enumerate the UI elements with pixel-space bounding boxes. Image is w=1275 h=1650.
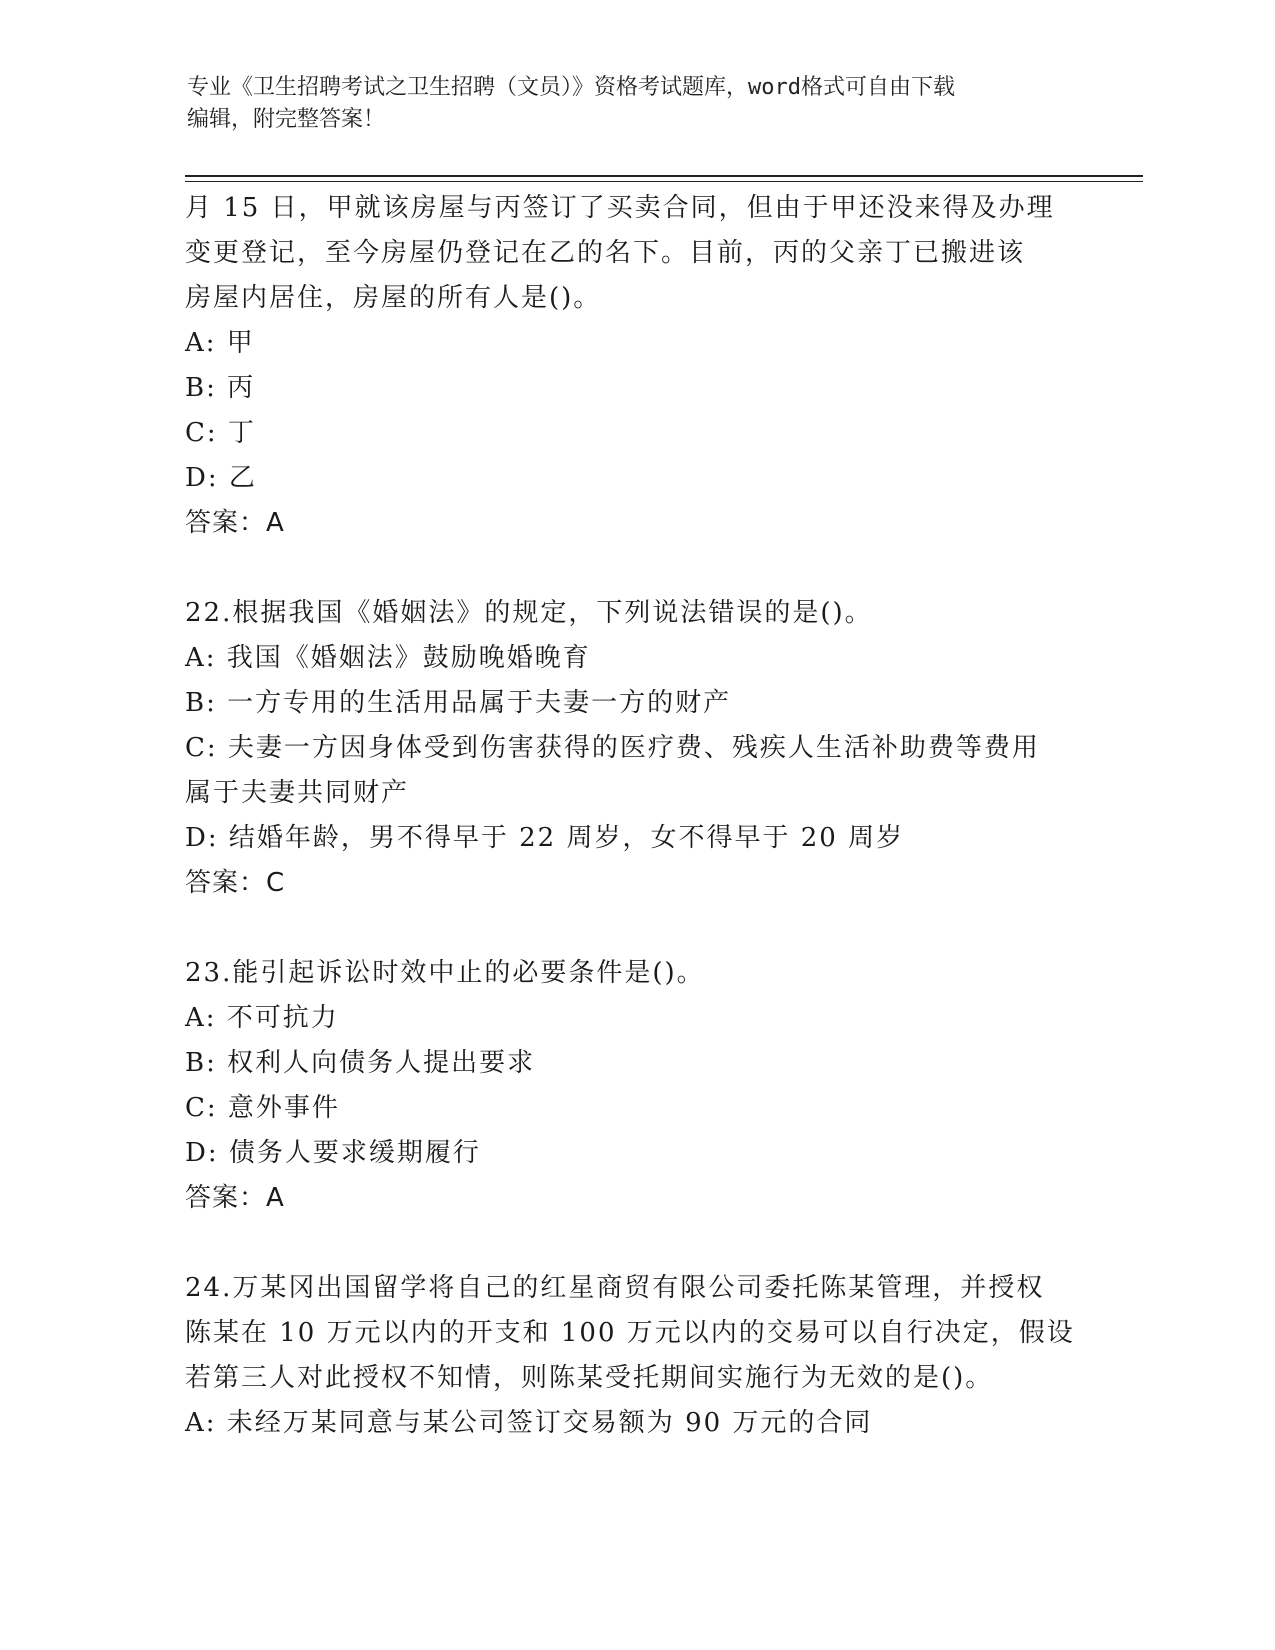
question-text-line: 24.万某冈出国留学将自己的红星商贸有限公司委托陈某管理，并授权 — [185, 1273, 1045, 1303]
spacer — [185, 546, 1085, 591]
option-a: A: 未经万某同意与某公司签订交易额为 90 万元的合同 — [185, 1408, 873, 1438]
option-c: C: 夫妻一方因身体受到伤害获得的医疗费、残疾人生活补助费等费用 — [185, 733, 1040, 763]
option-d: D: 乙 — [185, 463, 257, 493]
option-b: B: 丙 — [185, 373, 256, 403]
option-c-continued: 属于夫妻共同财产 — [185, 778, 410, 808]
answer-label: 答案：A — [185, 508, 285, 538]
question-content — [185, 186, 1085, 1446]
header-rule-thick — [185, 175, 1143, 177]
question-text-line: 月 15 日，甲就该房屋与丙签订了买卖合同，但由于甲还没来得及办理 — [185, 193, 1055, 223]
option-c: C: 意外事件 — [185, 1093, 340, 1123]
question-23 — [185, 951, 1085, 1221]
header-rule-thin — [185, 181, 1143, 182]
question-text-line: 23.能引起诉讼时效中止的必要条件是()。 — [185, 958, 705, 988]
header-line-2: 编辑，附完整答案！ — [187, 107, 386, 132]
question-text-line: 变更登记，至今房屋仍登记在乙的名下。目前，丙的父亲丁已搬进该 — [185, 238, 1026, 268]
option-a: A: 不可抗力 — [185, 1003, 339, 1033]
option-b: B: 权利人向债务人提出要求 — [185, 1048, 536, 1078]
option-a: A: 甲 — [185, 328, 255, 358]
option-b: B: 一方专用的生活用品属于夫妻一方的财产 — [185, 688, 732, 718]
question-text-line: 陈某在 10 万元以内的开支和 100 万元以内的交易可以自行决定，假设 — [185, 1318, 1075, 1348]
header-line-1: 专业《卫生招聘考试之卫生招聘（文员）》资格考试题库，word格式可自由下载 — [187, 75, 955, 100]
option-d: D: 结婚年龄，男不得早于 22 周岁，女不得早于 20 周岁 — [185, 823, 905, 853]
question-21 — [185, 186, 1085, 546]
option-c: C: 丁 — [185, 418, 256, 448]
question-22 — [185, 591, 1085, 906]
option-a: A: 我国《婚姻法》鼓励晚婚晚育 — [185, 643, 591, 673]
document-header — [187, 72, 1067, 136]
option-d: D: 债务人要求缓期履行 — [185, 1138, 481, 1168]
answer-label: 答案：A — [185, 1183, 285, 1213]
question-text-line: 22.根据我国《婚姻法》的规定，下列说法错误的是()。 — [185, 598, 873, 628]
spacer — [185, 1221, 1085, 1266]
question-text-line: 若第三人对此授权不知情，则陈某受托期间实施行为无效的是()。 — [185, 1363, 994, 1393]
question-24 — [185, 1266, 1085, 1446]
spacer — [185, 906, 1085, 951]
question-text-line: 房屋内居住，房屋的所有人是()。 — [185, 283, 602, 313]
answer-label: 答案：C — [185, 868, 286, 898]
